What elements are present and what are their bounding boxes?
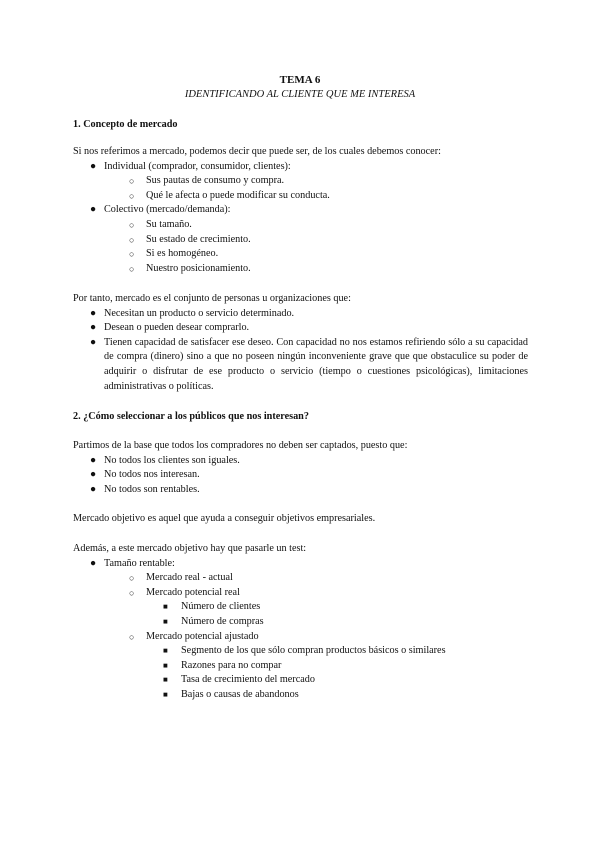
section2-heading: 2. ¿Cómo seleccionar a los públicos que nos interesan? (73, 411, 309, 422)
list-item: ■ Razones para no compar (73, 659, 528, 674)
list-item: ● Tamaño rentable: (73, 557, 528, 572)
square-bullet-icon: ■ (163, 660, 168, 670)
section1-heading: 1. Concepto de mercado (73, 119, 178, 130)
circle-bullet-icon: ○ (129, 249, 135, 260)
list-item: ○ Sus pautas de consumo y compra. (73, 174, 528, 189)
bullet-icon: ● (90, 336, 97, 348)
bullet-icon: ● (90, 454, 97, 466)
section1-body (73, 145, 528, 276)
square-bullet-icon: ■ (163, 602, 168, 612)
list-item: ● No todos los clientes son iguales. (73, 454, 528, 469)
list-item: ● Individual (comprador, consumidor, clientes): (73, 160, 528, 175)
circle-bullet-icon: ○ (129, 234, 135, 245)
bullet-icon: ● (90, 307, 97, 319)
section2-body (73, 439, 528, 497)
list-item: ■ Tasa de crecimiento del mercado (73, 673, 528, 688)
square-bullet-icon: ■ (163, 646, 168, 656)
bullet-icon: ● (90, 483, 97, 495)
circle-bullet-icon: ○ (129, 219, 135, 230)
circle-bullet-icon: ○ (129, 587, 135, 598)
bullet-icon: ● (90, 557, 97, 569)
list-item: ○ Mercado real - actual (73, 571, 528, 586)
list-item: ● No todos son rentables. (73, 483, 528, 498)
circle-bullet-icon: ○ (129, 573, 135, 584)
section1-portanto (73, 292, 528, 394)
circle-bullet-icon: ○ (129, 631, 135, 642)
list-item: ○ Qué le afecta o puede modificar su conducta. (73, 189, 528, 204)
page-title: TEMA 6 (279, 74, 321, 86)
list-item: ○ Nuestro posicionamiento. (73, 262, 528, 277)
square-bullet-icon: ■ (163, 616, 168, 626)
list-item: ■ Número de compras (73, 615, 528, 630)
list-item: ■ Bajas o causas de abandonos (73, 688, 528, 703)
mercado-objetivo-text: Mercado objetivo es aquel que ayuda a conseguir objetivos empresariales. (73, 513, 376, 524)
square-bullet-icon: ■ (163, 689, 168, 699)
list-item: ● Colectivo (mercado/demanda): (73, 203, 528, 218)
ademas-intro: Además, a este mercado objetivo hay que pasarle un test: (73, 543, 307, 554)
portanto-intro: Por tanto, mercado es el conjunto de personas u organizaciones que: (73, 293, 351, 304)
list-item: ● Tienen capacidad de satisfacer ese deseo. Con capacidad no nos estamos refiriendo sólo a su capacidad de compra (dinero) sino a que no poseen ningún inconveniente grave que que obstaculice su poder de adquirir o disfrutar de ese producto o servicio (tiempo o cuestiones psicológicas), limitaciones administrativas o políticas. (90, 336, 528, 392)
list-item: ○ Si es homogéneo. (73, 247, 528, 262)
section1-intro: Si nos referimos a mercado, podemos decir que puede ser, de los cuales debemos conocer: (73, 146, 441, 157)
square-bullet-icon: ■ (163, 675, 168, 685)
circle-bullet-icon: ○ (129, 176, 135, 187)
list-item: ● Desean o pueden desear comprarlo. (73, 321, 528, 336)
section2-intro: Partimos de la base que todos los compradores no deben ser captados, puesto que: (73, 440, 408, 451)
list-item: ○ Mercado potencial ajustado (73, 630, 528, 645)
list-item: ○ Su tamaño. (73, 218, 528, 233)
list-item: ■ Segmento de los que sólo compran productos básicos o similares (73, 644, 528, 659)
circle-bullet-icon: ○ (129, 263, 135, 274)
test-section (73, 542, 528, 703)
list-item: ○ Mercado potencial real (73, 586, 528, 601)
bullet-icon: ● (90, 204, 97, 216)
list-item: ■ Número de clientes (73, 600, 528, 615)
page-subtitle: IDENTIFICANDO AL CLIENTE QUE ME INTERESA (184, 89, 416, 100)
list-item: ● Necesitan un producto o servicio determinado. (73, 307, 528, 322)
list-item: ● No todos nos interesan. (73, 468, 528, 483)
circle-bullet-icon: ○ (129, 190, 135, 201)
bullet-icon: ● (90, 469, 97, 481)
bullet-icon: ● (90, 322, 97, 334)
bullet-icon: ● (90, 160, 97, 172)
list-item: ○ Su estado de crecimiento. (73, 233, 528, 248)
